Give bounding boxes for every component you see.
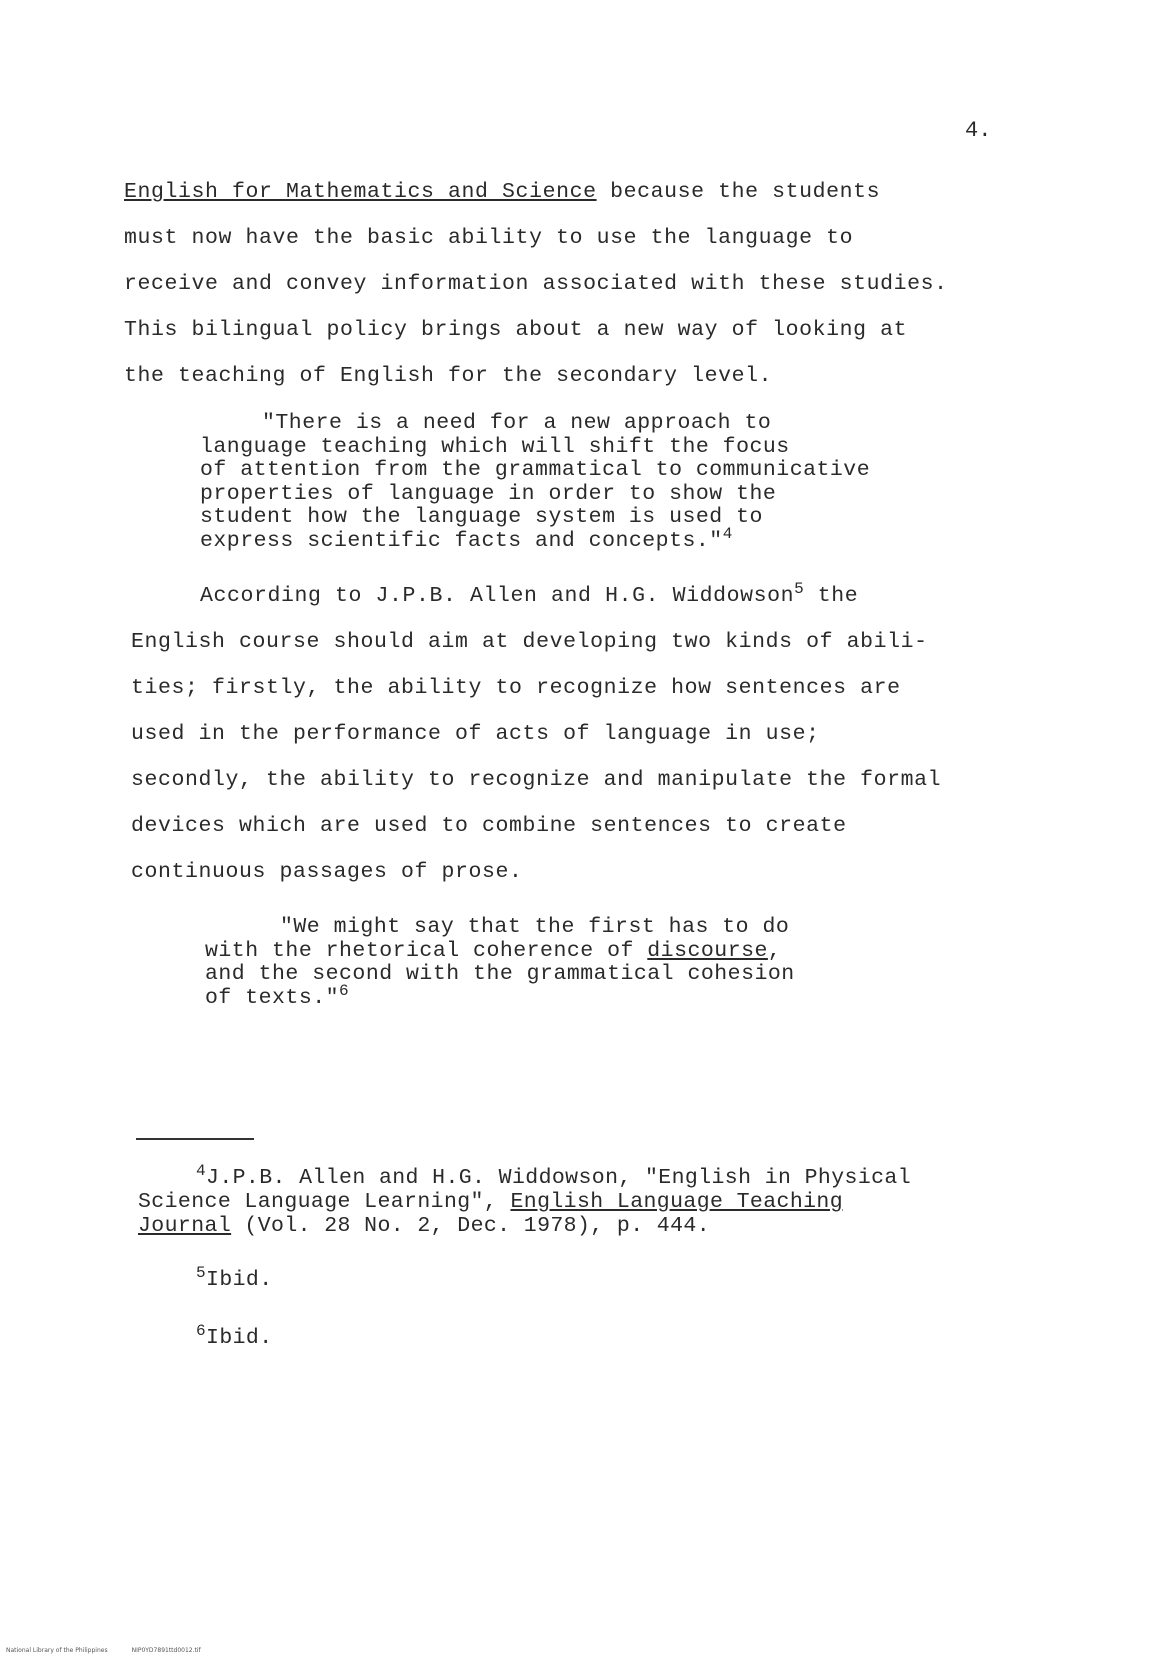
footnote-4-line-2: Science Language Learning", <box>138 1190 511 1214</box>
journal-title-part-1: English Language Teaching <box>510 1190 844 1214</box>
block-quote-2 <box>205 916 795 1010</box>
quote2-line-1: "We might say that the first has to do <box>280 915 790 939</box>
footnote-ref-5: 5 <box>794 580 805 598</box>
body-line-4: This bilingual policy brings about a new way of looking at <box>124 318 908 342</box>
quote1-line-5: student how the language system is used to <box>200 505 763 529</box>
footnote-6-number: 6 <box>196 1322 207 1340</box>
quote2-line-2 <box>205 940 795 964</box>
body-line-5: the teaching of English for the secondary level. <box>124 364 773 388</box>
body2-line-1-end: the <box>804 584 859 608</box>
body-line-1 <box>124 180 880 204</box>
body2-line-5: secondly, the ability to recognize and manipulate the formal <box>131 768 942 792</box>
quote2-line-4 <box>205 981 795 1011</box>
quote2-line-2-comma: , <box>767 938 782 963</box>
quote1-line-4: properties of language in order to show the <box>200 481 777 506</box>
discourse-word: discourse <box>647 938 768 963</box>
page-number: 4. <box>965 118 992 143</box>
footnote-6 <box>196 1322 273 1350</box>
journal-title-part-2: Journal <box>138 1214 232 1238</box>
footnote-ref-4: 4 <box>722 524 733 543</box>
body-line-3: receive and convey information associated with these studies. <box>124 272 948 296</box>
body2-line-3: ties; firstly, the ability to recognize how sentences are <box>131 676 901 700</box>
quote2-line-3: and the second with the grammatical cohesion <box>205 962 795 986</box>
footnote-5 <box>196 1264 273 1292</box>
body2-line-1-text: According to J.P.B. Allen and H.G. Widdowson <box>200 584 795 608</box>
footnote-4-number: 4 <box>196 1162 207 1180</box>
archive-label <box>6 1647 225 1654</box>
footnote-5-number: 5 <box>196 1264 207 1282</box>
footnote-4-line-3: (Vol. 28 No. 2, Dec. 1978), p. 444. <box>231 1214 711 1238</box>
footnote-divider <box>136 1138 254 1140</box>
quote2-line-2-text: with the rhetorical coherence of <box>205 938 648 963</box>
quote1-line-6 <box>200 524 870 554</box>
footnote-4 <box>138 1162 912 1238</box>
body-line-2: must now have the basic ability to use the language to <box>124 226 854 250</box>
footnote-4-line-1: J.P.B. Allen and H.G. Widdowson, "English in Physical <box>206 1166 912 1190</box>
quote1-line-2: language teaching which will shift the focus <box>200 434 790 459</box>
quote2-line-4-text: of texts." <box>205 985 340 1010</box>
body2-line-7: continuous passages of prose. <box>131 860 523 884</box>
quote1-line-6-text: express scientific facts and concepts." <box>200 528 723 553</box>
body2-line-1 <box>200 580 859 608</box>
archive-library-name: National Library of the Philippines <box>6 1647 108 1654</box>
body2-line-6: devices which are used to combine sentences to create <box>131 814 847 838</box>
body2-line-4: used in the performance of acts of language in use; <box>131 722 820 746</box>
footnote-5-text: Ibid. <box>206 1268 273 1292</box>
body2-line-2: English course should aim at developing two kinds of abili- <box>131 630 928 654</box>
block-quote-1 <box>200 412 870 553</box>
quote1-line-3: of attention from the grammatical to communicative <box>200 458 871 482</box>
archive-file-name: NIP0YD7891ttd0012.tif <box>131 1647 201 1654</box>
footnote-ref-6: 6 <box>339 981 350 1000</box>
footnote-6-text: Ibid. <box>206 1326 273 1350</box>
body-line-1-rest: because the students <box>596 180 881 204</box>
course-title: English for Mathematics and Science <box>124 180 597 204</box>
quote1-line-1: "There is a need for a new approach to <box>262 411 772 435</box>
